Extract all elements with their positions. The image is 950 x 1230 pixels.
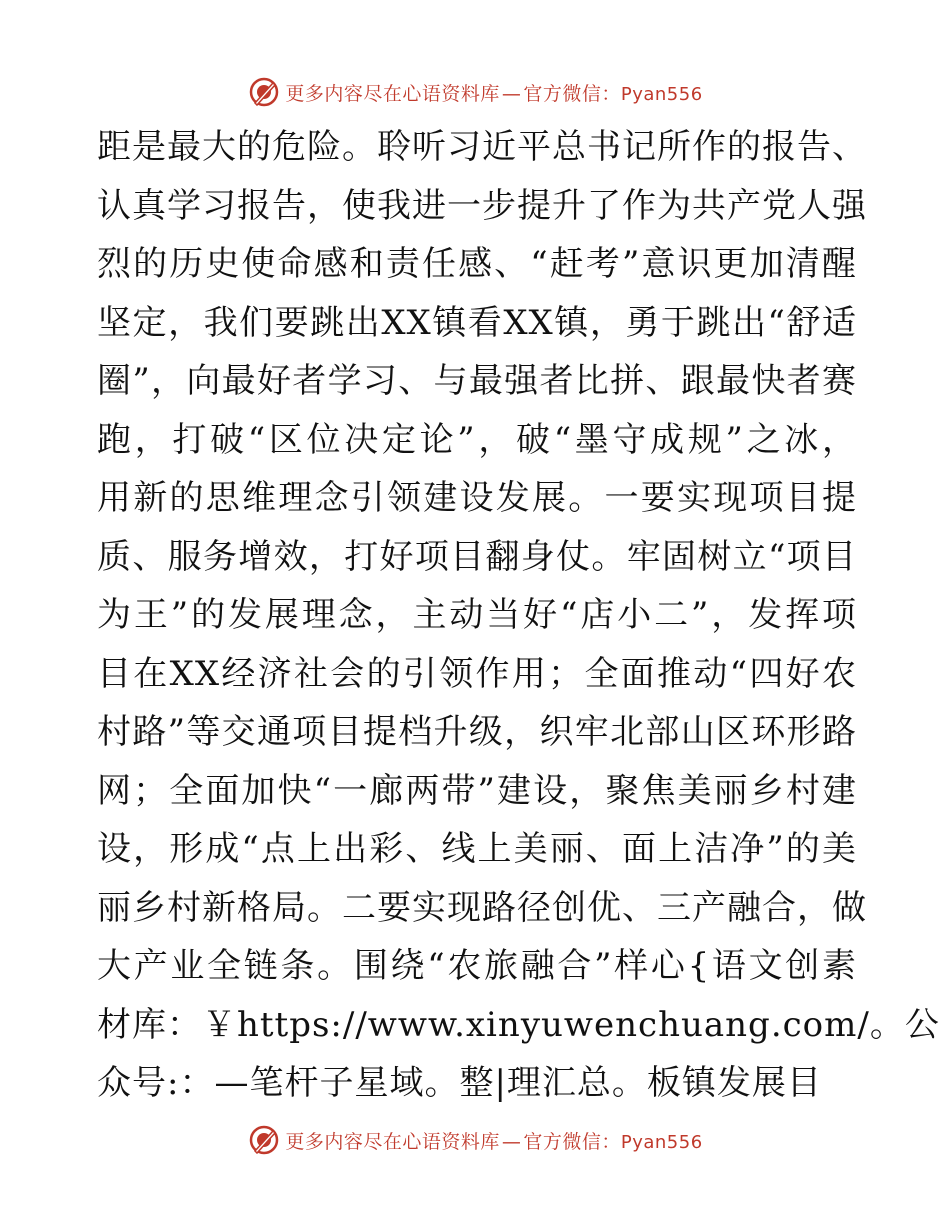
body-line: 网；全面加快“一廊两带”建设，聚焦美丽乡村建 <box>97 770 857 811</box>
body-line: 大产业全链条。围绕“农旅融合”样心{语文创素 <box>97 946 857 986</box>
body-line: 圈”，向最好者学习、与最强者比拼、跟最快者赛 <box>97 361 857 401</box>
body-line: 为王”的发展理念，主动当好“店小二”，发挥项 <box>97 595 857 635</box>
body-line: 材库：￥https://www.xinyuwenchuang.com/。公 <box>97 1004 940 1045</box>
footer-text: 更多内容尽在心语资料库 — 官方微信：Pyan556 <box>285 1130 703 1153</box>
body-line: 坚定，我们要跳出XX镇看XX镇，勇于跳出“舒适 <box>97 302 857 343</box>
header-banner <box>0 72 950 112</box>
body-line: 跑，打破“区位决定论”，破“墨守成规”之冰， <box>97 419 857 460</box>
body-line: 村路”等交通项目提档升级，织牢北部山区环形路 <box>97 712 857 752</box>
pen-logo-icon <box>247 1123 281 1157</box>
body-line: 众号:：—笔杆子星域。整|理汇总。板镇发展目 <box>97 1063 822 1103</box>
body-line: 用新的思维理念引领建设发展。一要实现项目提 <box>97 478 857 518</box>
body-line: 目在XX经济社会的引领作用；全面推动“四好农 <box>97 653 857 694</box>
body-line: 距是最大的危险。聆听习近平总书记所作的报告、 <box>97 127 867 167</box>
body-line: 烈的历史使命感和责任感、“赶考”意识更加清醒 <box>97 244 857 284</box>
header-text: 更多内容尽在心语资料库 — 官方微信：Pyan556 <box>285 82 703 105</box>
pen-logo-icon <box>247 75 281 109</box>
body-line: 质、服务增效，打好项目翻身仗。牢固树立“项目 <box>97 536 857 577</box>
document-body <box>97 118 940 1113</box>
footer-banner <box>0 1120 950 1160</box>
body-line: 认真学习报告，使我进一步提升了作为共产党人强 <box>97 185 867 226</box>
body-line: 丽乡村新格局。二要实现路径创优、三产融合，做 <box>97 887 867 928</box>
body-line: 设，形成“点上出彩、线上美丽、面上洁净”的美 <box>97 829 857 869</box>
